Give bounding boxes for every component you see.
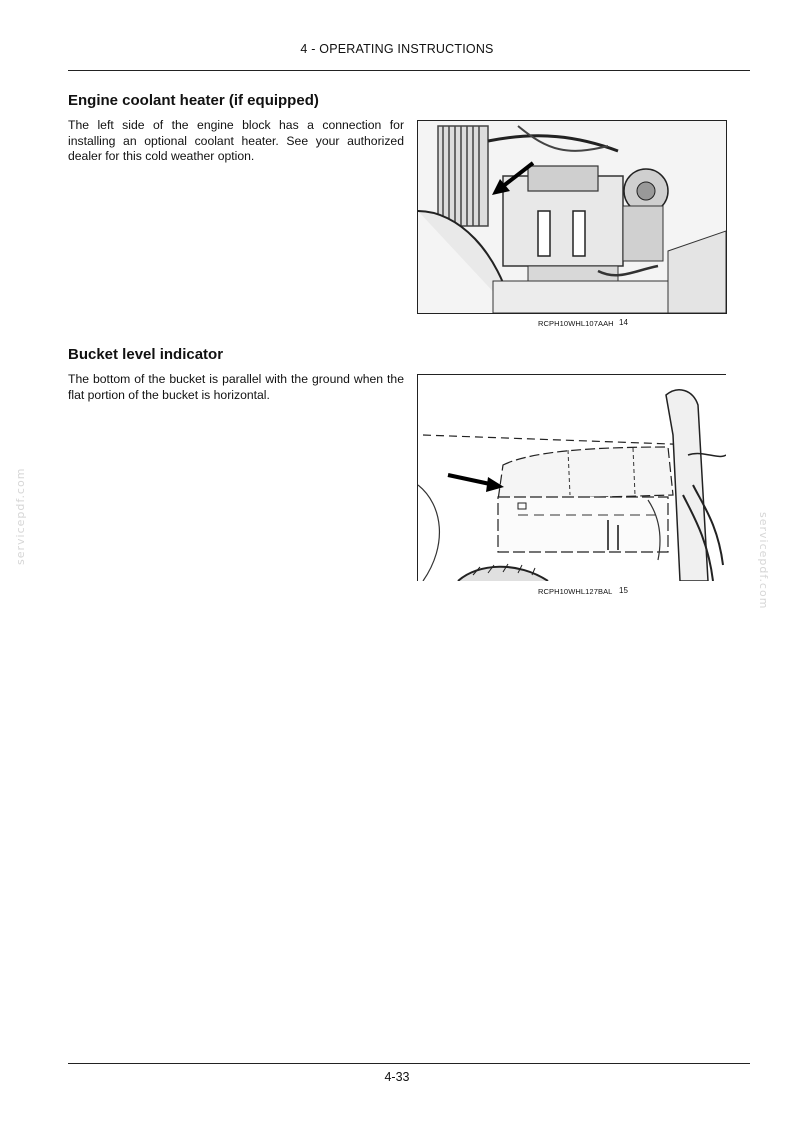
section-title-engine-coolant-heater: Engine coolant heater (if equipped) xyxy=(68,92,319,109)
section-title-bucket-level-indicator: Bucket level indicator xyxy=(68,346,224,363)
footer-rule xyxy=(68,1063,750,1064)
figure-number: 14 xyxy=(619,318,628,327)
figure-14-engine-coolant-heater xyxy=(417,120,727,314)
figure-code: RCPH10WHL107AAH xyxy=(538,319,614,328)
figure-number: 15 xyxy=(619,586,628,595)
watermark-left: servicepdf.com xyxy=(14,467,27,565)
section-body-bucket-level-indicator: The bottom of the bucket is parallel with the ground when the flat portion of the bucket is horizontal. xyxy=(68,372,404,402)
figure-15-bucket-level-indicator xyxy=(417,374,726,581)
figure-code: RCPH10WHL127BAL xyxy=(538,587,613,596)
section-body-engine-coolant-heater: The left side of the engine block has a connection for installing an optional coolant heater. See your authorized dealer for this cold weather option. xyxy=(68,118,404,163)
watermark-right: servicepdf.com xyxy=(757,512,770,610)
running-header: 4 - OPERATING INSTRUCTIONS xyxy=(300,42,494,56)
bucket-level-indicator-photo xyxy=(418,375,726,581)
header-rule xyxy=(68,70,750,71)
engine-coolant-heater-connection-photo xyxy=(418,121,726,313)
page-number: 4-33 xyxy=(384,1070,410,1084)
